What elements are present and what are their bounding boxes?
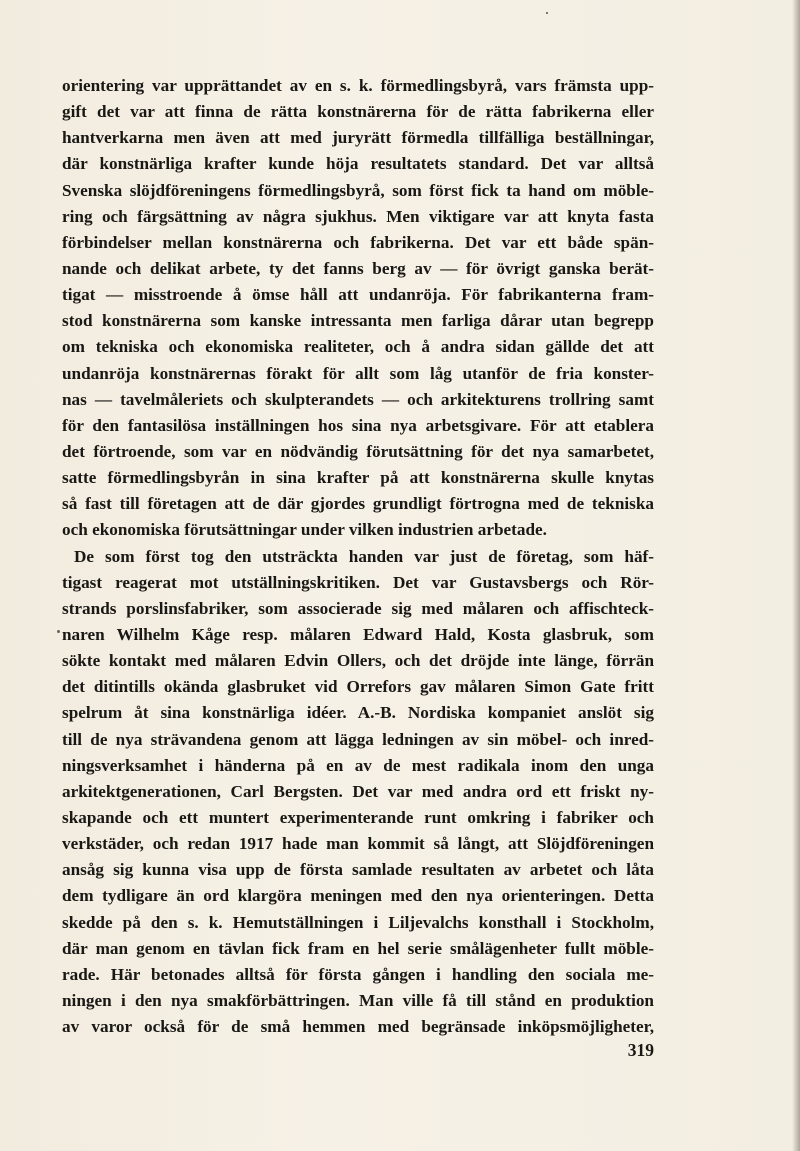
margin-speck [57,630,60,633]
text-line: det ditintills okända glasbruket vid Orrefors gav målaren Simon Gate fritt [62,677,654,697]
text-line: undanröja konstnärernas förakt för allt som låg utanför de fria konster- [62,363,654,383]
text-line: för den fantasilösa inställningen hos sina nya arbetsgivare. För att etablera [62,415,654,435]
text-line: verkstäder, och redan 1917 hade man kommit så långt, att Slöjdföreningen [62,834,654,854]
text-line: ningsverksamhet i händerna på en av de mest radikala inom den unga [62,755,654,775]
text-line: så fast till företagen att de där gjordes grundligt förtrogna med de tekniska [62,494,654,514]
text-line: arkitektgenerationen, Carl Bergsten. Det var med andra ord ett friskt ny- [62,781,654,801]
text-line: skapande och ett muntert experimenterande runt omkring i fabriker och [62,807,654,827]
text-line: stod konstnärerna som kanske intressanta men farliga dårar utan begrepp [62,311,654,331]
body-text [62,73,654,1040]
text-line: nas — tavelmåleriets och skulpterandets — och arkitekturens trollring samt [62,389,654,409]
text-line: till de nya strävandena genom att lägga ledningen av sin möbel- och inred- [62,729,654,749]
text-line: om tekniska och ekonomiska realiteter, och å andra sidan gällde det att [62,337,654,357]
text-line: där konstnärliga krafter kunde höja resultatets standard. Det var alltså [62,154,654,174]
text-line: nande och delikat arbete, ty det fanns berg av — för övrigt ganska berät- [62,258,654,278]
text-line: tigast reagerat mot utställningskritiken. Det var Gustavsbergs och Rör- [62,572,654,592]
ink-speck [546,12,548,14]
text-line: av varor också för de små hemmen med begränsade inköpsmöjligheter, [62,1017,654,1037]
text-line: satte förmedlingsbyrån in sina krafter på att konstnärerna skulle knytas [62,468,654,488]
text-line: ningen i den nya smakförbättringen. Man ville få till stånd en produktion [62,990,654,1010]
text-line: tigat — misstroende å ömse håll att undanröja. För fabrikanterna fram- [62,285,654,305]
text-line: skedde på den s. k. Hemutställningen i Liljevalchs konsthall i Stockholm, [62,912,654,932]
page-edge-shadow [792,0,800,1151]
text-line: och ekonomiska förutsättningar under vilken industrien arbetade. [62,520,547,540]
text-line: naren Wilhelm Kåge resp. målaren Edward Hald, Kosta glasbruk, som [62,624,654,644]
text-line: förbindelser mellan konstnärerna och fabrikerna. Det var ett både spän- [62,232,654,252]
text-line: dem tydligare än ord klargöra meningen med den nya orienteringen. Detta [62,886,654,906]
text-line: ansåg sig kunna visa upp de första samlade resultaten av arbetet och låta [62,860,654,880]
text-line: hantverkarna men även att med juryrätt förmedla tillfälliga beställningar, [62,128,654,148]
text-line: De som först tog den utsträckta handen var just de företag, som häf- [74,546,654,566]
text-line: strands porslinsfabriker, som associerade sig med målaren och affischteck- [62,598,654,618]
text-line: ring och färgsättning av några sjukhus. Men viktigare var att knyta fasta [62,206,654,226]
text-line: Svenska slöjdföreningens förmedlingsbyrå, som först fick ta hand om möble- [62,180,654,200]
text-line: gift det var att finna de rätta konstnärerna för de rätta fabrikerna eller [62,102,654,122]
text-line: spelrum åt sina konstnärliga idéer. A.-B. Nordiska kompaniet anslöt sig [62,703,654,723]
text-line: sökte kontakt med målaren Edvin Ollers, och det dröjde inte länge, förrän [62,651,654,671]
text-line: rade. Här betonades alltså för första gången i handling den sociala me- [62,964,654,984]
text-line: där man genom en tävlan fick fram en hel serie smålägenheter fullt möble- [62,938,654,958]
text-line: det förtroende, som var en nödvändig förutsättning för det nya samarbetet, [62,441,654,461]
page-number: 319 [627,1040,654,1060]
text-line: orientering var upprättandet av en s. k. förmedlingsbyrå, vars främsta upp- [62,76,654,95]
